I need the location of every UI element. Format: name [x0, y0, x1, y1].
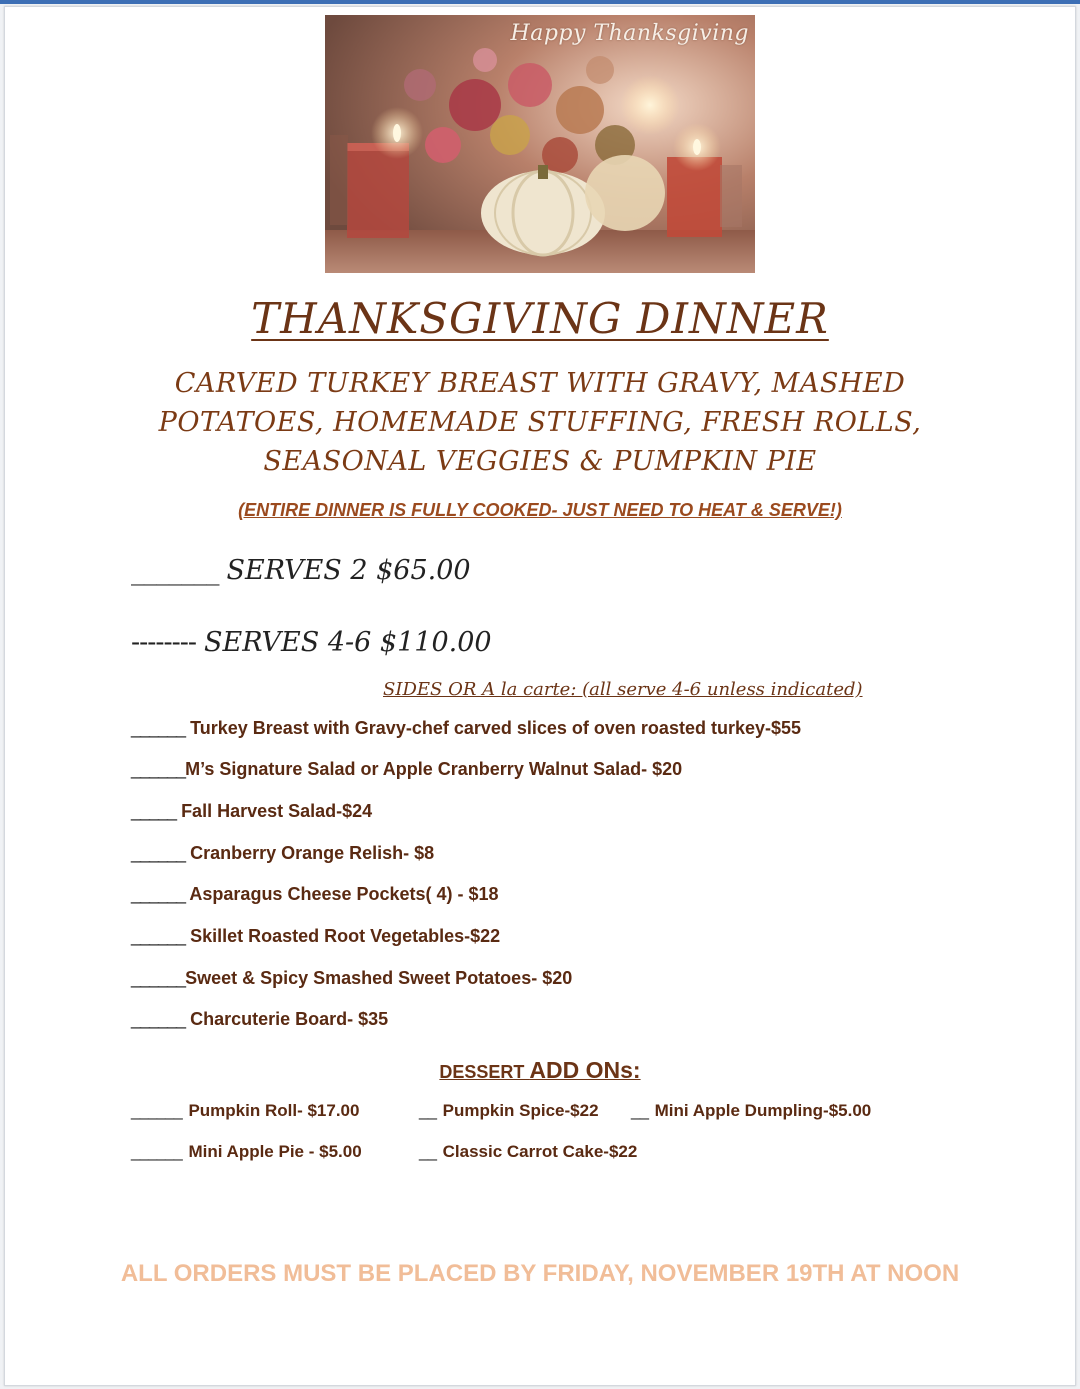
- option-label: SERVES 2 $65.00: [226, 555, 471, 586]
- page-title: THANKSGIVING DINNER: [251, 294, 829, 343]
- side-label: Skillet Roasted Root Vegetables-$22: [185, 926, 501, 946]
- side-label: Turkey Breast with Gravy-chef carved slices of oven roasted turkey-$55: [185, 718, 802, 738]
- sides-heading: SIDES OR A la carte: (all serve 4-6 unless indicated): [383, 679, 863, 700]
- dessert-heading: [5, 1057, 1075, 1084]
- side-label: Charcuterie Board- $35: [185, 1009, 389, 1029]
- dessert-label: Mini Apple Dumpling-$5.00: [649, 1101, 872, 1120]
- dessert-label: Classic Carrot Cake-$22: [437, 1142, 638, 1161]
- order-blank[interactable]: __: [419, 1142, 436, 1161]
- order-blank[interactable]: __: [419, 1101, 436, 1120]
- thanksgiving-centerpiece-photo: [325, 15, 755, 273]
- order-blank[interactable]: ______: [131, 1009, 186, 1029]
- serves-2-option[interactable]: [131, 555, 471, 586]
- dessert-item[interactable]: [631, 1101, 871, 1121]
- order-blank[interactable]: ______: [131, 718, 186, 738]
- option-label: SERVES 4-6 $110.00: [203, 627, 492, 658]
- dessert-label: Mini Apple Pie - $5.00: [183, 1142, 362, 1161]
- side-item[interactable]: [131, 968, 572, 989]
- dessert-heading-small: DESSERT: [439, 1062, 530, 1082]
- order-blank[interactable]: _____: [131, 801, 177, 821]
- dessert-item[interactable]: [131, 1101, 359, 1121]
- dessert-item[interactable]: [131, 1142, 362, 1162]
- side-label: Asparagus Cheese Pockets( 4) - $18: [185, 884, 499, 904]
- side-item[interactable]: [131, 759, 682, 780]
- side-item[interactable]: [131, 801, 372, 822]
- side-item[interactable]: [131, 718, 801, 739]
- window-top-border: [0, 0, 1080, 4]
- side-item[interactable]: [131, 884, 499, 905]
- document-page: [4, 6, 1076, 1386]
- order-blank[interactable]: ______: [131, 759, 186, 779]
- side-item[interactable]: [131, 926, 500, 947]
- side-label: Sweet & Spicy Smashed Sweet Potatoes- $20: [185, 968, 573, 988]
- order-blank[interactable]: --------: [131, 627, 196, 658]
- side-item[interactable]: [131, 1009, 388, 1030]
- serves-4-6-option[interactable]: [131, 627, 492, 658]
- order-blank[interactable]: ______: [131, 968, 186, 988]
- centerpiece-illustration: [325, 15, 755, 273]
- side-label: Fall Harvest Salad-$24: [176, 801, 373, 821]
- description-line: SEASONAL VEGGIES & PUMPKIN PIE: [263, 446, 817, 477]
- order-deadline: ALL ORDERS MUST BE PLACED BY FRIDAY, NOVEMBER 19TH AT NOON: [120, 1260, 960, 1287]
- side-item[interactable]: [131, 843, 434, 864]
- order-blank[interactable]: ______: [131, 1101, 182, 1120]
- dessert-item[interactable]: [419, 1101, 599, 1121]
- side-label: M’s Signature Salad or Apple Cranberry Walnut Salad- $20: [185, 759, 683, 779]
- order-blank[interactable]: ______: [131, 926, 186, 946]
- hero-caption: Happy Thanksgiving: [510, 21, 749, 46]
- dessert-heading-big: ADD ONs:: [529, 1057, 641, 1083]
- order-blank[interactable]: ______: [131, 884, 186, 904]
- dinner-description: [5, 364, 1075, 481]
- dessert-label: Pumpkin Roll- $17.00: [183, 1101, 360, 1120]
- cooked-note: (ENTIRE DINNER IS FULLY COOKED- JUST NEED TO HEAT & SERVE!): [238, 500, 842, 520]
- description-line: CARVED TURKEY BREAST WITH GRAVY, MASHED: [174, 368, 906, 399]
- dessert-label: Pumpkin Spice-$22: [437, 1101, 599, 1120]
- dessert-item[interactable]: [419, 1142, 637, 1162]
- order-blank[interactable]: _______: [131, 555, 219, 586]
- order-blank[interactable]: ______: [131, 843, 186, 863]
- order-blank[interactable]: ______: [131, 1142, 182, 1161]
- description-line: POTATOES, HOMEMADE STUFFING, FRESH ROLLS,: [158, 407, 922, 438]
- side-label: Cranberry Orange Relish- $8: [185, 843, 435, 863]
- order-blank[interactable]: __: [631, 1101, 648, 1120]
